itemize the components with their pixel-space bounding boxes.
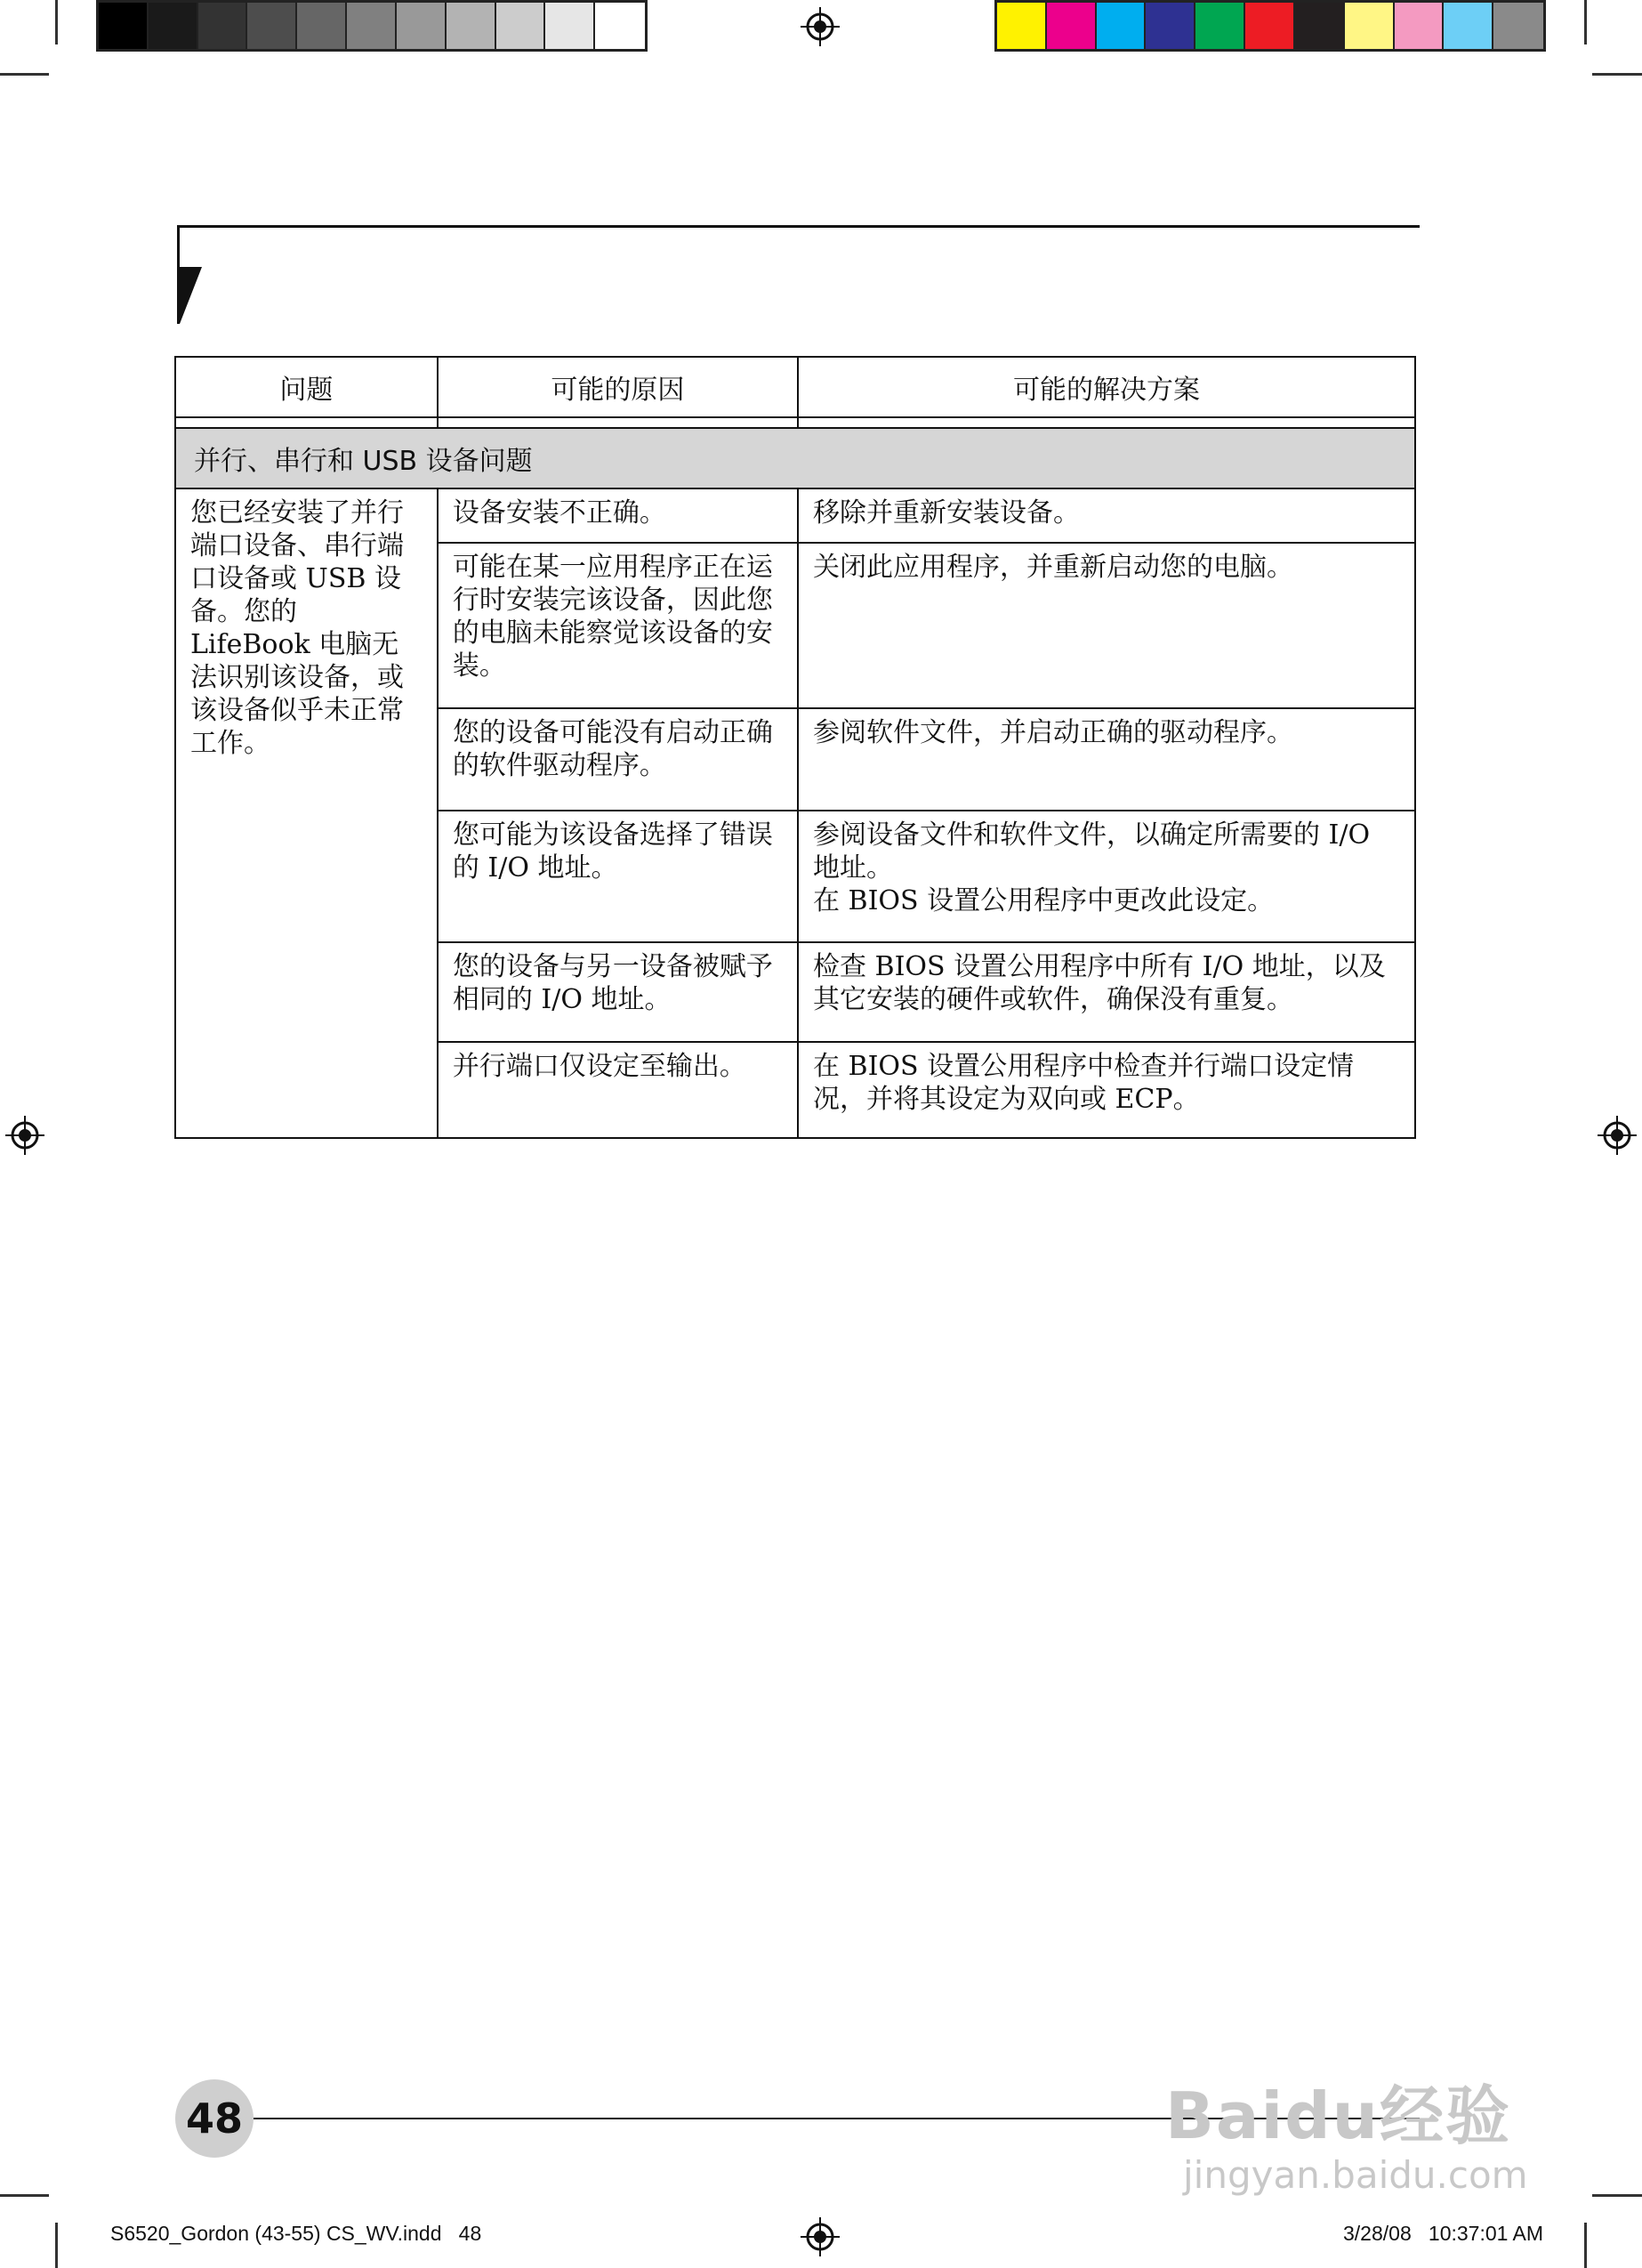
header-solution: 可能的解决方案 (798, 357, 1415, 417)
footer-file-slug: S6520_Gordon (43-55) CS_WV.indd 48 (110, 2222, 482, 2245)
crop-mark (55, 2223, 58, 2268)
solution-cell: 关闭此应用程序，并重新启动您的电脑。 (798, 543, 1415, 708)
gray-swatch (397, 3, 447, 49)
color-swatch (1097, 3, 1147, 49)
registration-mark-icon (801, 7, 840, 46)
crop-mark (0, 2194, 49, 2197)
crop-mark (1584, 2223, 1587, 2268)
cause-cell: 设备安装不正确。 (438, 488, 798, 543)
header-cause: 可能的原因 (438, 357, 798, 417)
header-rule (177, 225, 1420, 228)
troubleshooting-table (174, 356, 1416, 1139)
header-rule-vertical (177, 225, 180, 270)
section-title: 并行、串行和 USB 设备问题 (175, 428, 1415, 488)
crop-mark (0, 73, 49, 76)
gray-swatch (347, 3, 397, 49)
color-swatch (1047, 3, 1097, 49)
cause-cell: 您可能为该设备选择了错误的 I/O 地址。 (438, 811, 798, 942)
process-color-bar (994, 0, 1546, 52)
grayscale-color-bar (96, 0, 648, 52)
footer-timestamp: 3/28/08 10:37:01 AM (1343, 2222, 1544, 2245)
solution-cell (798, 811, 1415, 942)
color-swatch (1444, 3, 1493, 49)
header-problem: 问题 (175, 357, 438, 417)
color-swatch (997, 3, 1047, 49)
color-swatch (1395, 3, 1445, 49)
solution-cell: 检查 BIOS 设置公用程序中所有 I/O 地址，以及其它安装的硬件或软件，确保没有重复。 (798, 942, 1415, 1042)
gray-swatch (297, 3, 347, 49)
gray-swatch (595, 3, 645, 49)
solution-text: 参阅设备文件和软件文件，以确定所需要的 I/O 地址。 (813, 819, 1371, 884)
registration-mark-icon (801, 2217, 840, 2256)
registration-mark-icon (1598, 1116, 1637, 1155)
problem-cell: 您已经安装了并行端口设备、串行端口设备或 USB 设备。您的 LifeBook 电脑无法识别该设备，或该设备似乎未正常工作。 (175, 488, 438, 1138)
color-swatch (1345, 3, 1395, 49)
watermark-url: jingyan.baidu.com (1183, 2153, 1528, 2197)
gray-swatch (496, 3, 546, 49)
table-spacer (175, 417, 1415, 428)
crop-mark (1584, 0, 1587, 44)
gray-swatch (247, 3, 297, 49)
solution-cell: 移除并重新安装设备。 (798, 488, 1415, 543)
header-tab-marker (177, 267, 202, 324)
crop-mark (55, 0, 58, 44)
gray-swatch (149, 3, 198, 49)
page-number: 48 (185, 2094, 243, 2143)
crop-mark (1592, 2194, 1642, 2197)
section-row (175, 428, 1415, 488)
gray-swatch (545, 3, 595, 49)
color-swatch (1295, 3, 1345, 49)
solution-cell: 参阅软件文件，并启动正确的驱动程序。 (798, 708, 1415, 811)
color-swatch (1195, 3, 1245, 49)
solution-text-extra: 在 BIOS 设置公用程序中更改此设定。 (813, 885, 1275, 916)
solution-cell: 在 BIOS 设置公用程序中检查并行端口设定情况，并将其设定为双向或 ECP。 (798, 1042, 1415, 1138)
cause-cell: 您的设备可能没有启动正确的软件驱动程序。 (438, 708, 798, 811)
gray-swatch (99, 3, 149, 49)
watermark-brand: Baidu经验 (1165, 2078, 1511, 2153)
gray-swatch (447, 3, 496, 49)
gray-swatch (198, 3, 248, 49)
color-swatch (1493, 3, 1543, 49)
table-header-row (175, 357, 1415, 417)
table-row (175, 488, 1415, 543)
color-swatch (1146, 3, 1195, 49)
cause-cell: 并行端口仅设定至输出。 (438, 1042, 798, 1138)
cause-cell: 您的设备与另一设备被赋予相同的 I/O 地址。 (438, 942, 798, 1042)
color-swatch (1245, 3, 1295, 49)
registration-mark-icon (5, 1116, 44, 1155)
cause-cell: 可能在某一应用程序正在运行时安装完该设备，因此您的电脑未能察觉该设备的安装。 (438, 543, 798, 708)
crop-mark (1592, 73, 1642, 76)
